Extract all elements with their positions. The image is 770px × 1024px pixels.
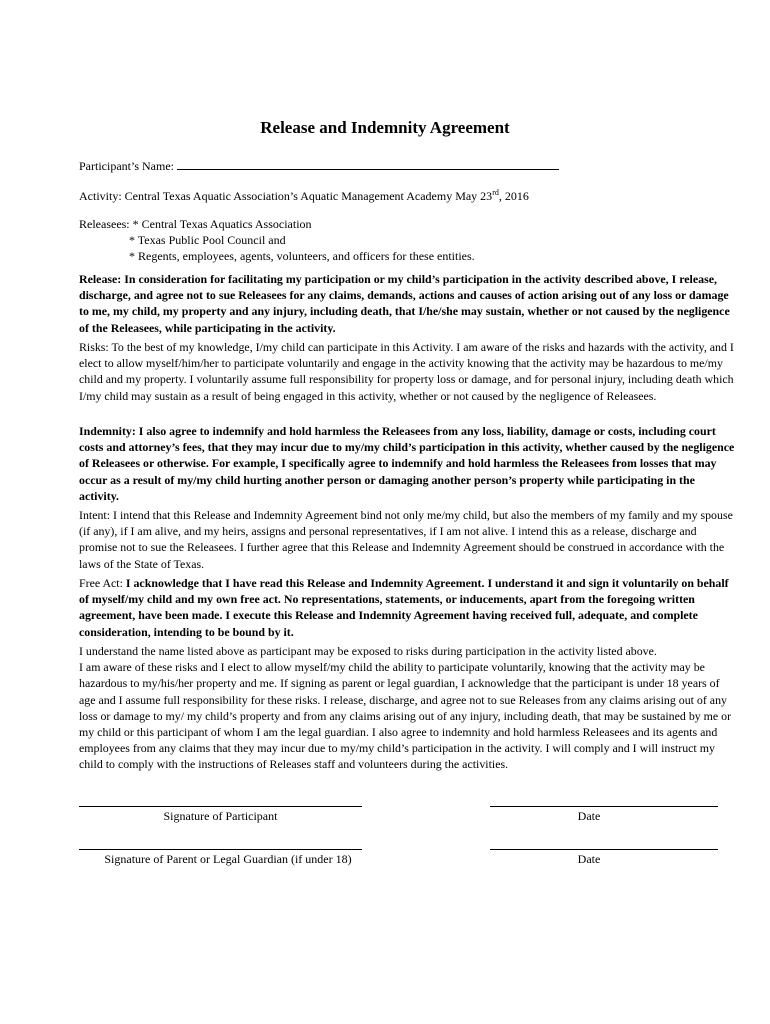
- intent-paragraph: Intent: I intend that this Release and Indemnity Agreement bind not only me/my child, but also the members of my family and my spouse (if any), if I am alive, and my heirs, assigns and personal representatives, if I am not alive. I intend this as a release, discharge and promise not to sue the Releasees. I further agree that this Release and Indemnity Agreement should be construed in accordance with the laws of the State of Texas.: [79, 508, 733, 571]
- releasees-block: [79, 216, 737, 264]
- guardian-date-label: Date: [577, 852, 601, 866]
- activity-superscript: rd: [492, 188, 499, 197]
- participant-name-label: Participant’s Name:: [79, 159, 174, 173]
- understand-line-2: I am aware of these risks and I elect to allow myself/my child the ability to participate voluntarily, knowing that the activity may be hazardous to my/his/her property and me. If signing as parent or legal guardian, I acknowledge that the participant is under 18 years of age and I assume full responsibility for these risks. I release, discharge, and agree not to sue Releases from any claims arising out of any loss or damage to my/ my child’s property and from any claims arising out of any injury, including death, that may be sustained by me or my child or this participant of whom I am the legal guardian. I also agree to indemnity and hold harmless Releasees and its agents and employees from any claims that they may incur due to my/my child’s participation in the activity. I will comply and I will instruct my child to comply with the instructions of Releases staff and volunteers during the activities.: [79, 660, 732, 772]
- free-act-paragraph: [79, 575, 737, 640]
- participant-date-label: Date: [577, 809, 601, 823]
- activity-line: [79, 188, 529, 204]
- participant-date-line[interactable]: [490, 806, 718, 807]
- participant-signature-line[interactable]: [79, 806, 362, 807]
- releasee-item: * Regents, employees, agents, volunteers, and officers for these entities.: [129, 249, 475, 263]
- release-paragraph: Release: In consideration for facilitating my participation or my child’s participation in the activity described above, I release, discharge, and agree not to sue Releasees for any claims, demands, actions and causes of action arising out of any loss or damage to me, my child, my property and any injury, including death, that I/he/she may sustain, whether or not caused by the negligence of the Releasees, while participating in the activity.: [79, 272, 730, 335]
- free-act-text: I acknowledge that I have read this Release and Indemnity Agreement. I understand it and sign it voluntarily on behalf of myself/my child and my own free act. No representations, statements, or inducements, apart from the foregoing written agreement, have been made. I execute this Release and Indemnity Agreement having received full, adequate, and complete consideration, intending to be bound by it.: [79, 576, 729, 639]
- free-act-label: Free Act:: [79, 576, 126, 590]
- participant-name-field[interactable]: [177, 159, 559, 170]
- activity-text: Activity: Central Texas Aquatic Association’s Aquatic Management Academy May 23: [79, 189, 493, 203]
- understand-line-1: I understand the name listed above as participant may be exposed to risks during participation in the activity listed above.: [79, 644, 657, 658]
- understand-paragraph: [79, 643, 737, 773]
- risks-paragraph: Risks: To the best of my knowledge, I/my child can participate in this Activity. I am aware of the risks and hazards with the activity, and I elect to allow myself/him/her to participate voluntarily and engage in the activity knowing that the activity may be hazardous to me/my child and my property. I voluntarily assume full responsibility for property loss or damage, and for personal injury, including death which I/my child may sustain as a result of being engaged in this activity, whether or not caused by the negligence of Releasees.: [79, 340, 734, 403]
- guardian-signature-line[interactable]: [79, 849, 362, 850]
- releasee-item: Releasees: * Central Texas Aquatics Association: [79, 217, 312, 231]
- guardian-signature-label: Signature of Parent or Legal Guardian (if under 18): [104, 852, 352, 866]
- document-title: Release and Indemnity Agreement: [260, 118, 510, 137]
- guardian-date-line[interactable]: [490, 849, 718, 850]
- indemnity-paragraph: Indemnity: I also agree to indemnify and hold harmless the Releasees from any loss, liability, damage or costs, including court costs and attorney’s fees, that they may incur due to my/my child’s participation in this activity, whether caused by the negligence of Releasees or otherwise. For example, I specifically agree to indemnify and hold harmless the Releasees from losses that may occur as a result of my/my child hurting another person or damaging another person’s property while participating in the activity.: [79, 424, 735, 503]
- activity-year: , 2016: [498, 189, 529, 203]
- participant-signature-label: Signature of Participant: [163, 809, 278, 823]
- releasee-item: * Texas Public Pool Council and: [129, 233, 286, 247]
- participant-name-row: [79, 159, 559, 174]
